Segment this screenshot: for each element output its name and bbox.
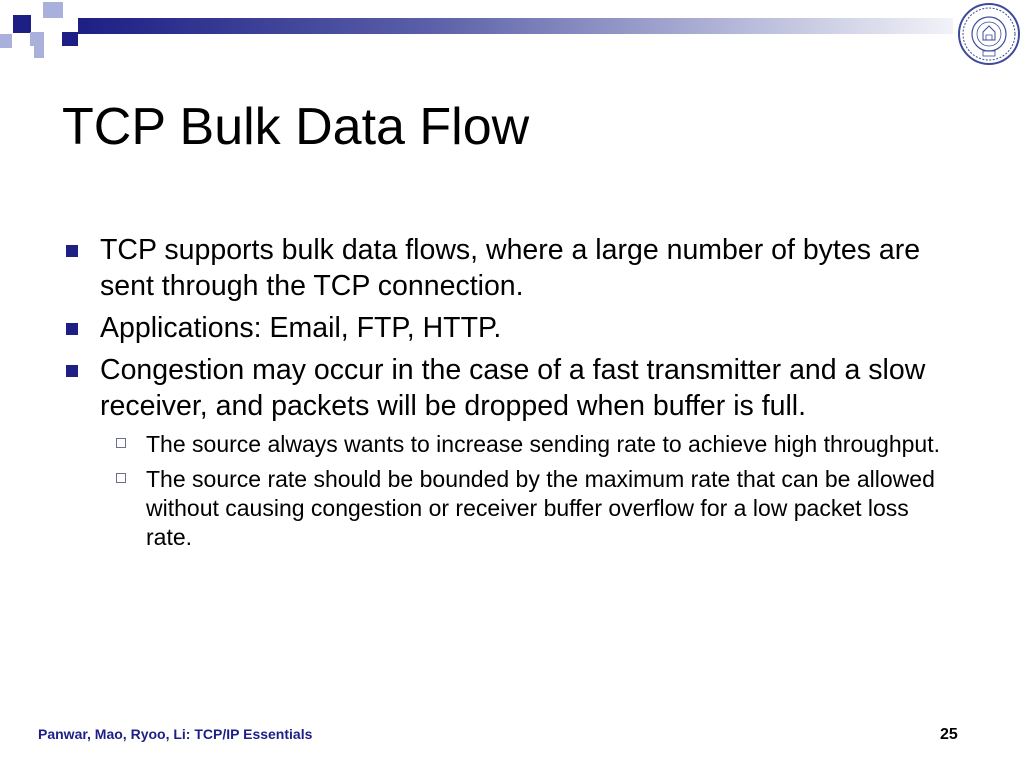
header-square-decoration	[43, 2, 63, 18]
bullet-text: Congestion may occur in the case of a fast transmitter and a slow receiver, and packets will be dropped when buffer is full.	[100, 354, 926, 422]
sub-bullet-item	[146, 465, 960, 552]
bullet-item	[60, 352, 960, 424]
bullet-item	[60, 310, 960, 346]
square-bullet-icon	[66, 323, 78, 335]
sub-bullet-text: The source rate should be bounded by the maximum rate that can be allowed without causing congestion or receiver buffer overflow for a low packet loss rate.	[146, 466, 935, 550]
header-gradient-bar	[78, 18, 953, 34]
header-square-decoration	[0, 34, 12, 48]
sub-bullet-text: The source always wants to increase sending rate to achieve high throughput.	[146, 431, 940, 457]
page-number: 25	[940, 726, 958, 743]
header-square-decoration	[44, 18, 62, 32]
bullet-text: Applications: Email, FTP, HTTP.	[100, 312, 502, 344]
header-square-decoration	[62, 32, 78, 46]
slide-title: TCP Bulk Data Flow	[62, 98, 530, 156]
header-square-decoration	[13, 15, 31, 33]
square-bullet-icon	[66, 245, 78, 257]
sub-bullet-list	[60, 430, 960, 552]
bullet-text: TCP supports bulk data flows, where a large number of bytes are sent through the TCP connection.	[100, 234, 921, 302]
sub-bullet-item	[146, 430, 960, 459]
square-bullet-icon	[66, 365, 78, 377]
header-square-decoration	[30, 32, 44, 46]
hollow-square-bullet-icon	[116, 473, 126, 483]
bullet-item	[60, 232, 960, 304]
header-square-decoration	[34, 46, 44, 58]
footer-text: Panwar, Mao, Ryoo, Li: TCP/IP Essentials	[38, 726, 313, 742]
slide-body	[60, 232, 960, 558]
university-seal-icon	[957, 2, 1021, 66]
hollow-square-bullet-icon	[116, 438, 126, 448]
